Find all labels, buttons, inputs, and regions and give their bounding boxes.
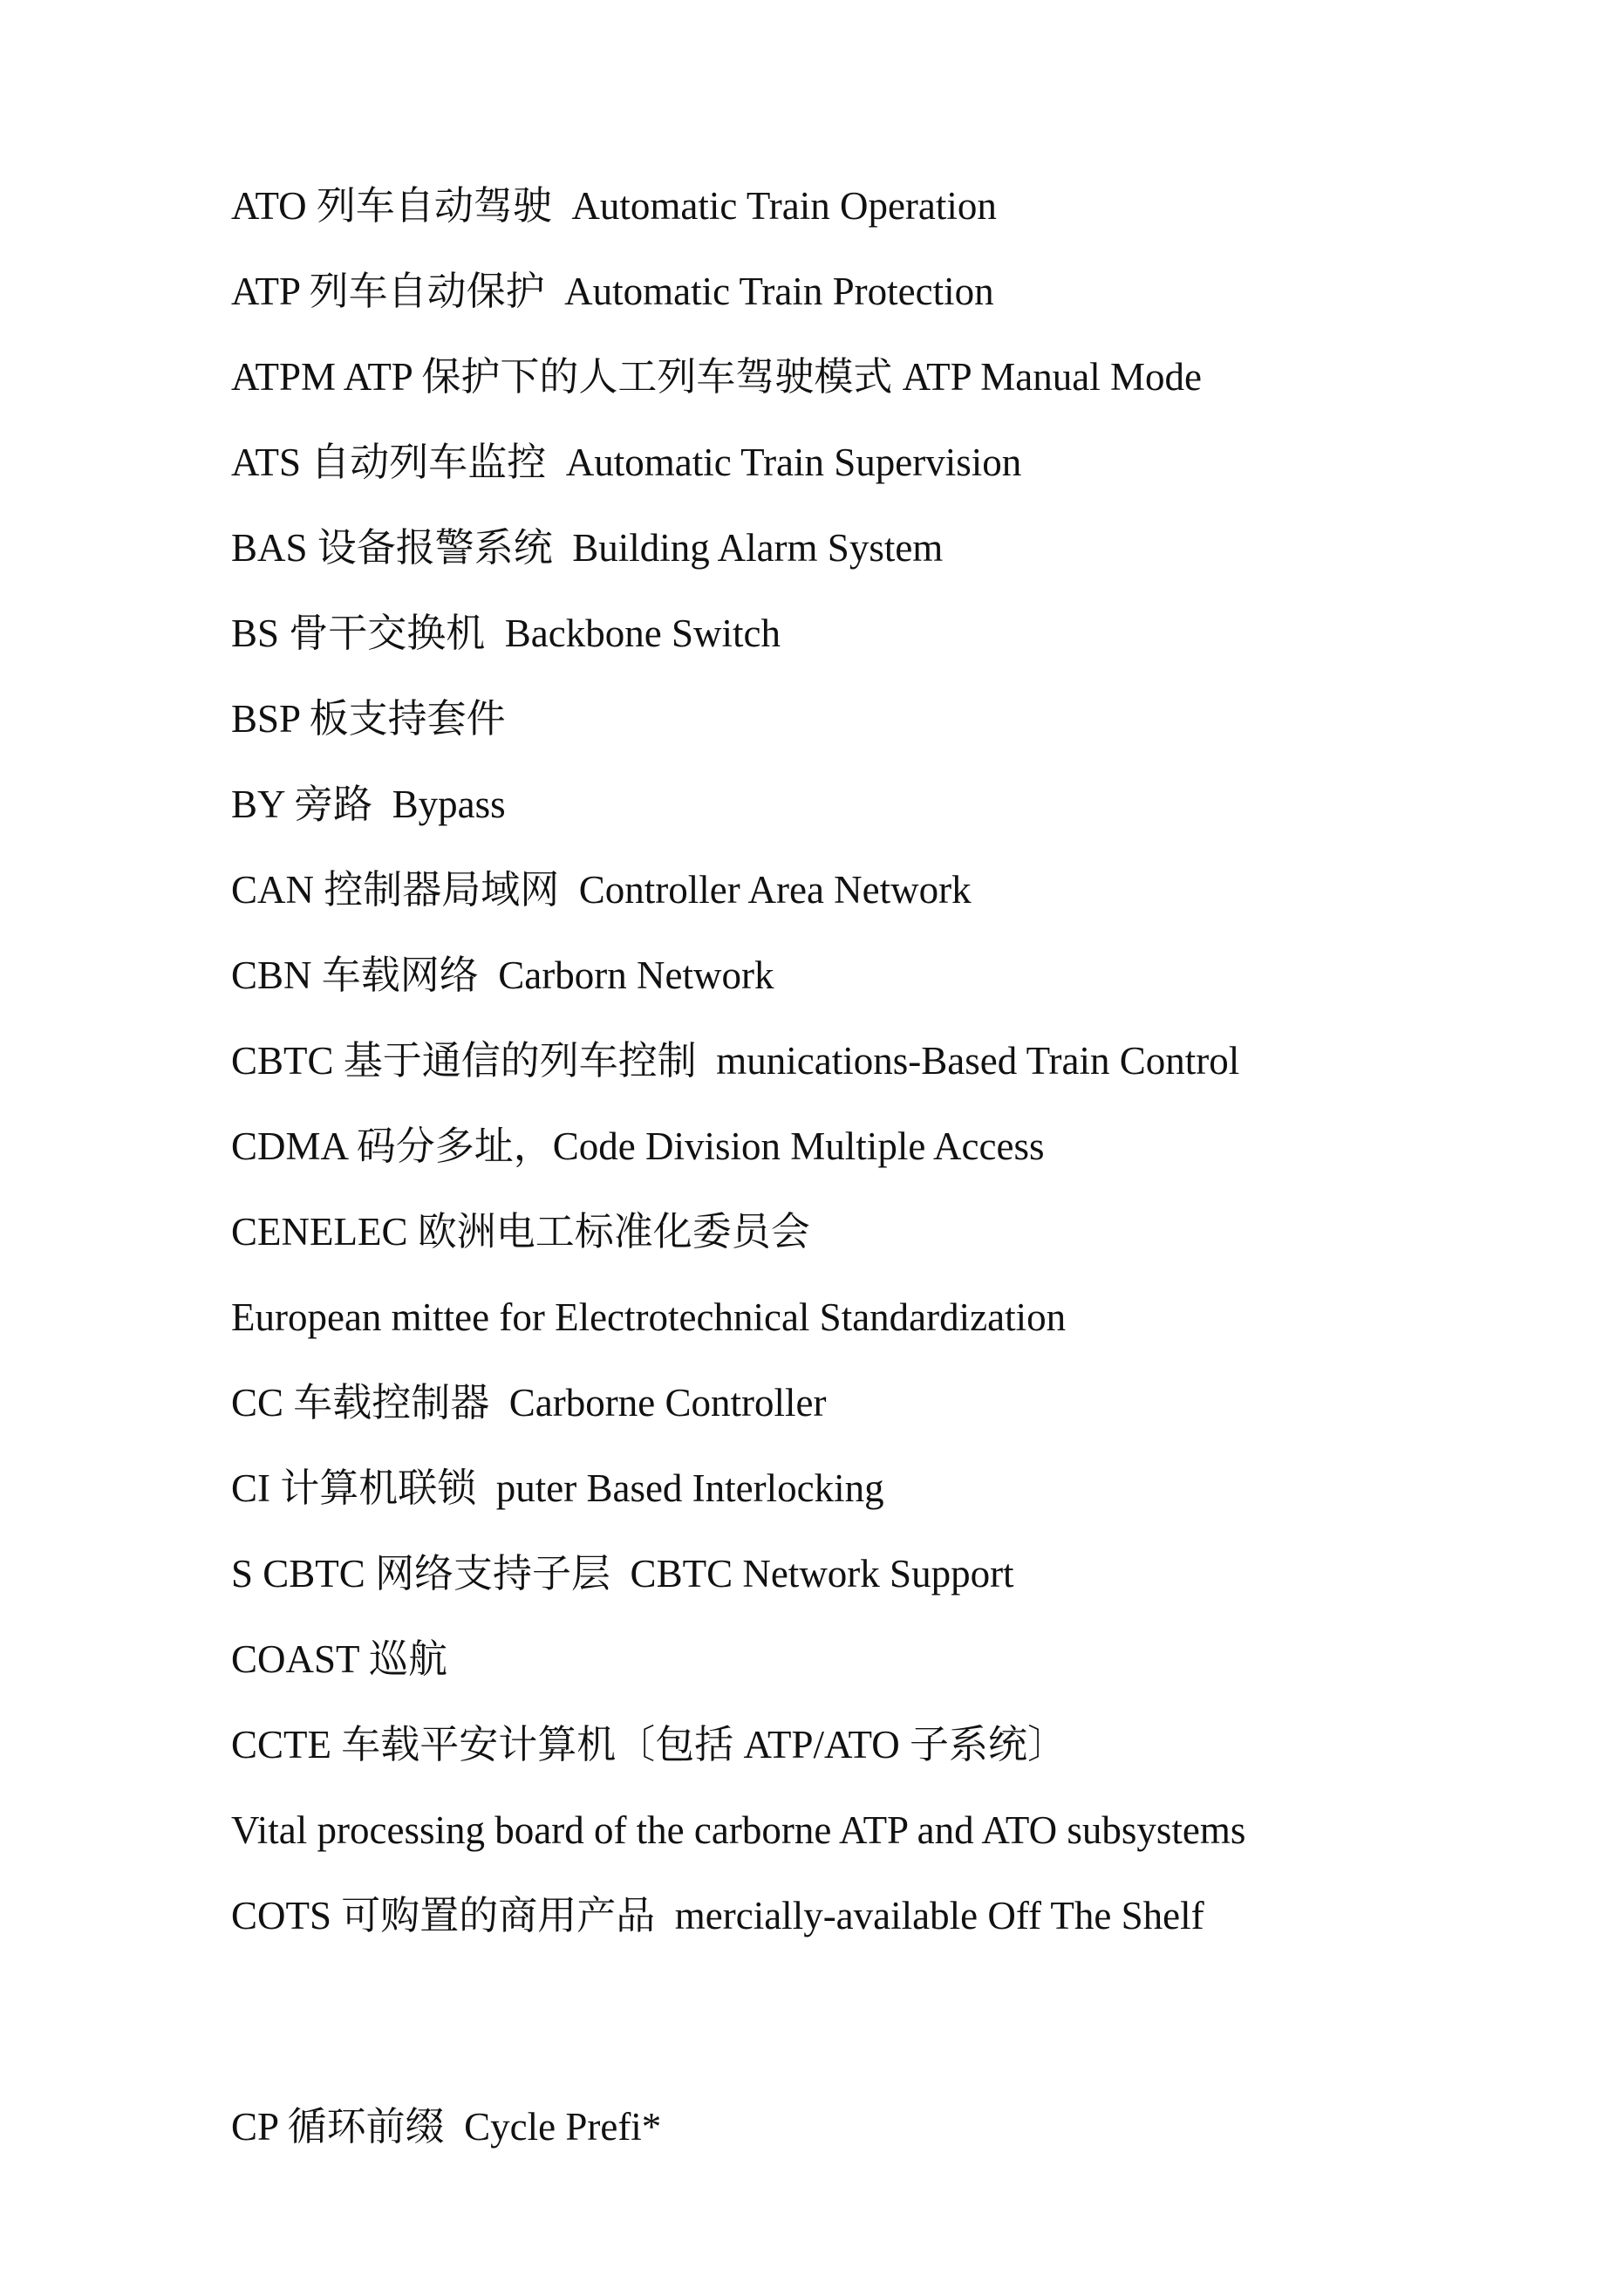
abbreviation-entry-ccte: CCTE 车载平安计算机〔包括 ATP/ATO 子系统〕 [231,1723,1067,1766]
abbreviation-entry-ats: ATS 自动列车监控 Automatic Train Supervision [231,441,1022,484]
abbreviation-entry-cenelec: CENELEC 欧洲电工标准化委员会 [231,1210,810,1254]
abbreviation-entry-cbn: CBN 车载网络 Carborn Network [231,953,774,997]
abbreviation-entry-cenelec-english: European mittee for Electrotechnical Standardization [231,1295,1067,1339]
abbreviation-entry-cots: COTS 可购置的商用产品 mercially-available Off The Shelf [231,1894,1204,1937]
abbreviation-entry-cbtc: CBTC 基于通信的列车控制 munications-Based Train Control [231,1039,1240,1083]
abbreviation-entry-by: BY 旁路 Bypass [231,782,506,826]
abbreviation-entry-cp: CP 循环前缀 Cycle Prefi* [231,2105,662,2149]
abbreviation-entry-atp: ATP 列车自动保护 Automatic Train Protection [231,270,994,313]
abbreviation-entry-s-cbtc: S CBTC 网络支持子层 CBTC Network Support [231,1552,1014,1596]
abbreviation-entry-coast: COAST 巡航 [231,1637,447,1681]
abbreviation-entry-can: CAN 控制器局域网 Controller Area Network [231,868,972,912]
abbreviation-entry-bas: BAS 设备报警系统 Building Alarm System [231,526,944,570]
abbreviation-entry-cc: CC 车载控制器 Carborne Controller [231,1381,827,1425]
abbreviation-entry-ccte-english: Vital processing board of the carborne ATP and ATO subsystems [231,1808,1246,1852]
abbreviation-entry-atpm: ATPM ATP 保护下的人工列车驾驶模式 ATP Manual Mode [231,355,1202,399]
abbreviation-entry-ci: CI 计算机联锁 puter Based Interlocking [231,1466,884,1510]
abbreviation-entry-bsp: BSP 板支持套件 [231,697,506,741]
abbreviation-entry-bs: BS 骨干交换机 Backbone Switch [231,612,781,655]
abbreviation-entry-cdma: CDMA 码分多址，Code Division Multiple Access [231,1124,1045,1168]
abbreviation-entry-ato: ATO 列车自动驾驶 Automatic Train Operation [231,184,997,228]
